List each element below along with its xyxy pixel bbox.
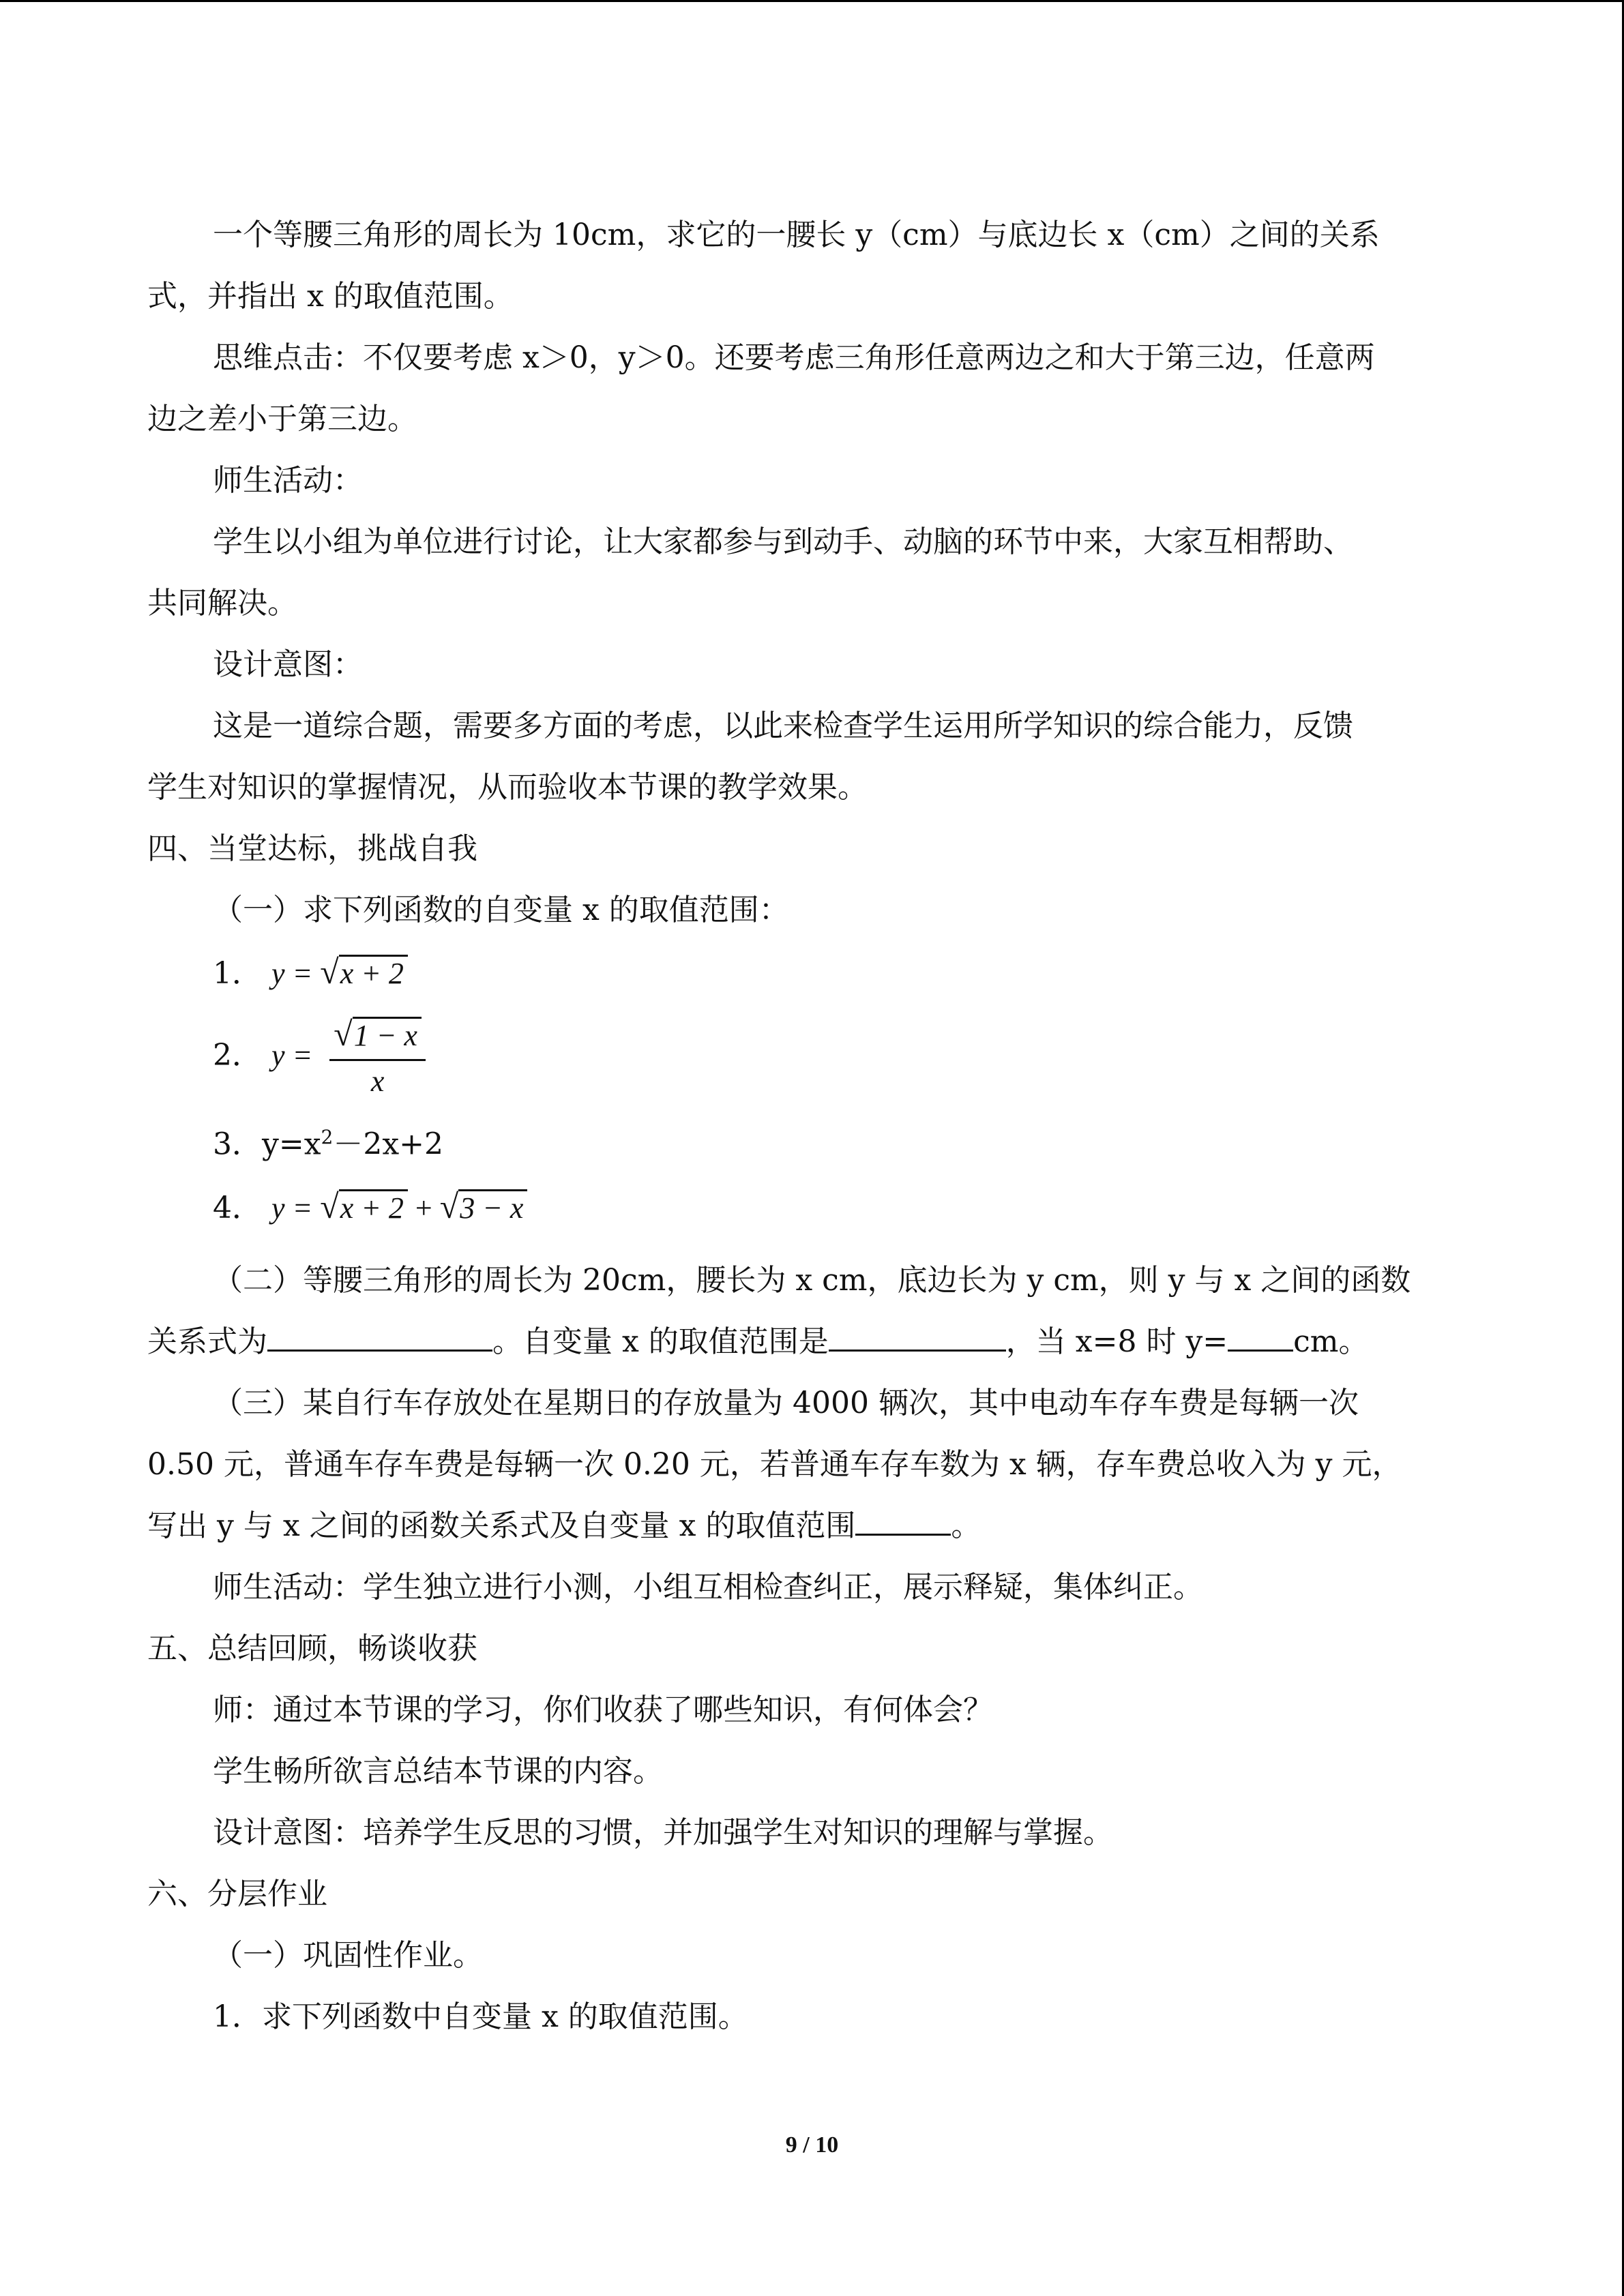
- formula: y = $\frac{√1 - x}{x}$: [271, 1039, 426, 1072]
- paragraph: 设计意图：: [213, 647, 363, 682]
- fill-in-line: 写出 y 与 x 之间的函数关系式及自变量 x 的取值范围 。: [147, 1495, 1471, 1557]
- subsection-heading: （一）求下列函数的自变量 x 的取值范围：: [213, 893, 789, 927]
- paragraph: 学生畅所欲言总结本节课的内容。: [213, 1753, 663, 1789]
- section-heading: 四、当堂达标，挑战自我: [147, 831, 477, 866]
- paragraph: 师生活动：: [213, 463, 363, 498]
- answer-blank[interactable]: [267, 1322, 492, 1352]
- exercise-item-4: 4． y = √x + 2 + √3 − x: [147, 1176, 1471, 1239]
- exercise-item-1: 1． y = √x + 2: [147, 941, 1471, 1004]
- paragraph: 思维点击：不仅要考虑 x＞0，y＞0。还要考虑三角形任意两边之和大于第三边，任意两: [213, 340, 1375, 375]
- answer-blank[interactable]: [829, 1322, 1006, 1352]
- paragraph: 师生活动：学生独立进行小测，小组互相检查纠正，展示释疑，集体纠正。: [213, 1569, 1203, 1605]
- section-heading: 五、总结回顾，畅谈收获: [147, 1630, 477, 1666]
- paragraph: （三）某自行车存放处在星期日的存放量为 4000 辆次，其中电动车存车费是每辆一次: [213, 1385, 1359, 1420]
- paragraph: 0.50 元，普通车存车费是每辆一次 0.20 元，若普通车存车数为 x 辆，存车费总收入为 y 元，: [147, 1446, 1402, 1482]
- paragraph: 这是一道综合题，需要多方面的考虑，以此来检查学生运用所学知识的综合能力，反馈: [213, 709, 1353, 743]
- paragraph: 共同解决。: [147, 586, 297, 621]
- section-heading: 六、分层作业: [147, 1876, 327, 1911]
- paragraph: 设计意图：培养学生反思的习惯，并加强学生对知识的理解与掌握。: [213, 1815, 1113, 1850]
- page-border-top: [0, 0, 1624, 2]
- answer-blank[interactable]: [855, 1506, 951, 1536]
- paragraph: 一个等腰三角形的周长为 10cm，求它的一腰长 y（cm）与底边长 x（cm）之间的关系: [213, 218, 1380, 252]
- document-page: [147, 205, 1471, 2048]
- paragraph: 师：通过本节课的学习，你们收获了哪些知识，有何体会？: [213, 1692, 993, 1727]
- subsection-heading: （一）巩固性作业。: [213, 1937, 483, 1973]
- paragraph: 1．求下列函数中自变量 x 的取值范围。: [213, 1999, 748, 2034]
- paragraph: 学生对知识的掌握情况，从而验收本节课的教学效果。: [147, 770, 868, 805]
- paragraph: 边之差小于第三边。: [147, 402, 417, 436]
- fill-in-line: 关系式为 。自变量 x 的取值范围是 ，当 x=8 时 y= cm。: [147, 1311, 1471, 1373]
- exercise-item-3: 3．$y=x^2-2x+2$: [213, 1126, 444, 1162]
- fraction: $\frac{√1 - x}{x}$: [329, 1015, 426, 1102]
- answer-blank[interactable]: [1228, 1322, 1293, 1352]
- page-number: 9 / 10: [785, 2132, 839, 2158]
- paragraph: 式，并指出 x 的取值范围。: [147, 279, 514, 314]
- paragraph: 学生以小组为单位进行讨论，让大家都参与到动手、动脑的环节中来，大家互相帮助、: [213, 524, 1353, 559]
- sqrt-expression: √x + 2: [320, 941, 408, 1004]
- formula: y = √x + 2 + √3 − x: [271, 1191, 527, 1225]
- paragraph: （二）等腰三角形的周长为 20cm，腰长为 x cm，底边长为 y cm，则 y 与 x 之间的函数: [213, 1262, 1411, 1298]
- formula: y = √x + 2: [271, 957, 408, 990]
- exercise-item-2: 2． y = $\frac{√1 - x}{x}$: [147, 1004, 1471, 1107]
